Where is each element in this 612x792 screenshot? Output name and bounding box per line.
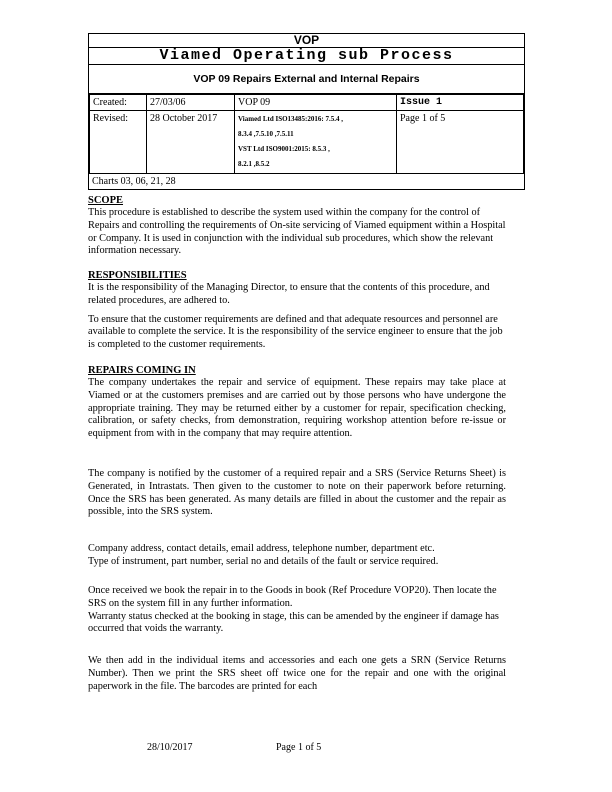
responsibilities-text: To ensure that the customer requirements are defined and that adequate resources and personnel are available to complete the service. It is the responsibility of the service engineer to ensure that the job is completed to the customer requirements.: [88, 313, 503, 351]
standards-list: [235, 111, 397, 174]
header-code: VOP: [89, 34, 524, 48]
responsibilities-section: [88, 269, 506, 352]
doc-ref: VOP 09: [235, 95, 397, 111]
repairs-section: [88, 364, 506, 441]
revised-value: 28 October 2017: [147, 111, 235, 174]
header-subtitle: VOP 09 Repairs External and Internal Repairs: [89, 65, 524, 94]
charts-reference: Charts 03, 06, 21, 28: [92, 176, 176, 187]
responsibilities-text: It is the responsibility of the Managing Director, to ensure that the contents of this procedure, and related procedures, are adhered to.: [88, 282, 490, 306]
repairs-paragraph-block: [88, 543, 506, 569]
repairs-paragraph-block: [88, 585, 506, 636]
repairs-paragraph: Company address, contact details, email address, telephone number, department etc.: [88, 543, 435, 554]
revised-label: Revised:: [90, 111, 147, 174]
created-value: 27/03/06: [147, 95, 235, 111]
standard-ref: Viamed Ltd ISO13485:2016: 7.5.4 ,: [238, 115, 343, 123]
header-title: Viamed Operating sub Process: [89, 48, 524, 65]
repairs-paragraph: The company is notified by the customer of a required repair and a SRS (Service Returns Sheet) is Generated, in Intrastats. Then given to the customer to note on their paperwork before returning. Once the SRS has been generated. As many details are filled in about the customer and the repair as possible, into the SRS system.: [88, 468, 506, 518]
created-label: Created:: [90, 95, 147, 111]
standard-ref: 8.3.4 ,7.5.10 ,7.5.11: [238, 130, 294, 138]
repairs-paragraph-block: [88, 655, 506, 693]
repairs-paragraph: Once received we book the repair in to the Goods in book (Ref Procedure VOP20). Then locate the SRS on the system fill in any further information.: [88, 585, 497, 609]
repairs-paragraph-block: [88, 468, 506, 519]
scope-text: This procedure is established to describe the system used within the company for the control of Repairs and controlling the requirements of On-site servicing of Viamed equipment within a Hospital or Company. It is used in conjunction with the individual sub procedures, which show the relevant information necessary.: [88, 207, 506, 257]
scope-heading: SCOPE: [88, 195, 124, 206]
issue-number: Issue 1: [397, 95, 524, 111]
repairs-heading: REPAIRS COMING IN: [88, 365, 196, 376]
document-header-table: [88, 33, 525, 190]
repairs-paragraph: Type of instrument, part number, serial no and details of the fault or service required.: [88, 555, 439, 567]
scope-section: [88, 194, 506, 258]
standard-ref: 8.2.1 ,8.5.2: [238, 160, 270, 168]
footer-date: 28/10/2017: [147, 742, 193, 753]
repairs-paragraph: The company undertakes the repair and service of equipment. These repairs may take place at Viamed or at the customers premises and are carried out by those persons who have undergone the appropriate training. They may be returned either by a customer for repair, specification checking, calibration, or safety checks, from demonstration, requiring workshop attention before re-issue or equipment from with in the company that may require attention.: [88, 377, 506, 440]
standard-ref: VST Ltd ISO9001:2015: 8.5.3 ,: [238, 145, 330, 153]
repairs-paragraph: We then add in the individual items and accessories and each one gets a SRN (Service Returns Number). Then we print the SRS sheet off twice one for the repair and one with the original paperwork in the file. The barcodes are printed for each: [88, 655, 506, 692]
header-page-number: Page 1 of 5: [397, 111, 524, 174]
repairs-paragraph: Warranty status checked at the booking in stage, this can be amended by the engineer if damage has occurred that voids the warranty.: [88, 610, 499, 635]
responsibilities-heading: RESPONSIBILITIES: [88, 270, 187, 281]
footer-page-number: Page 1 of 5: [276, 742, 322, 753]
header-meta-table: [89, 94, 524, 174]
